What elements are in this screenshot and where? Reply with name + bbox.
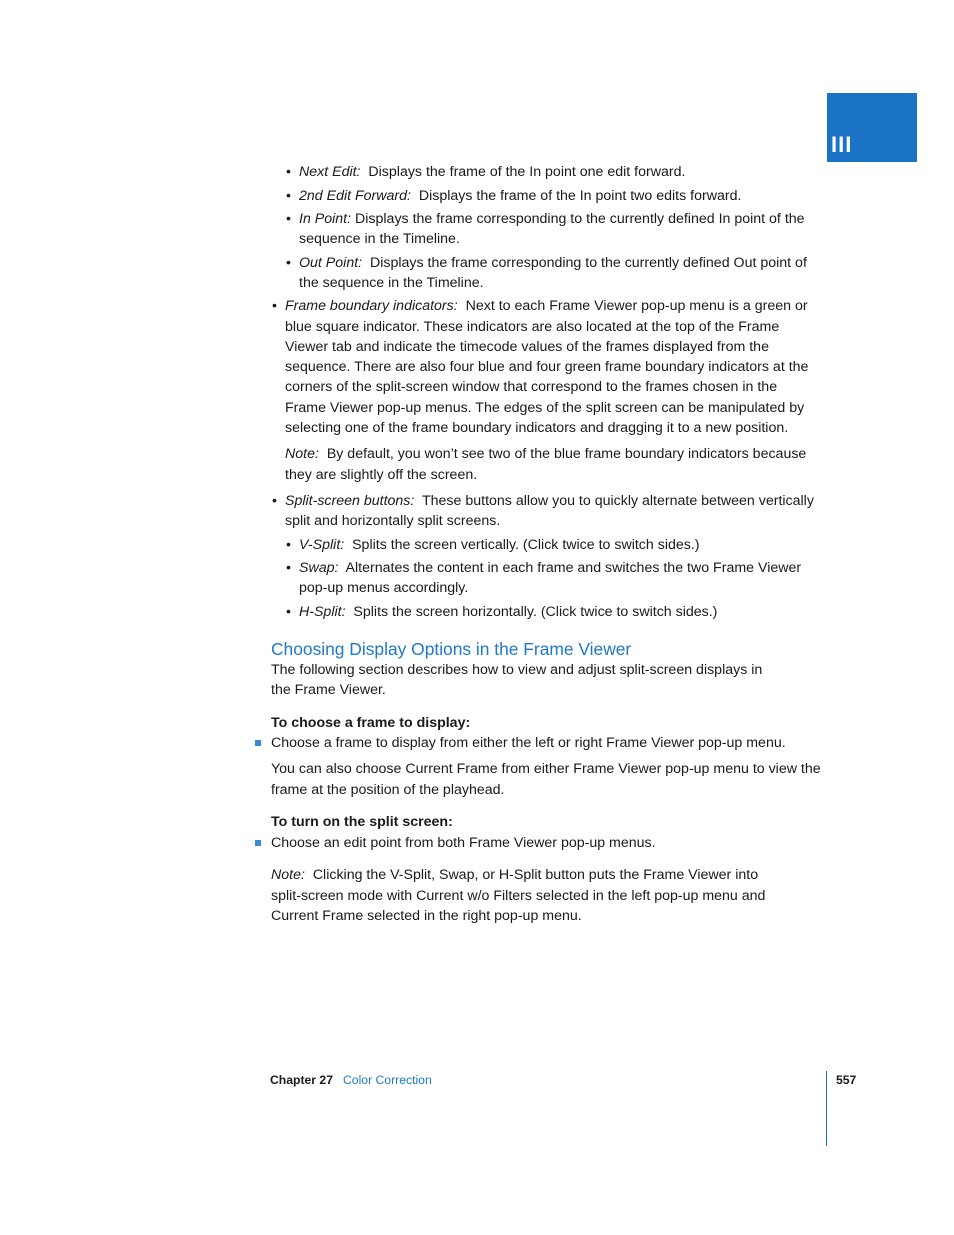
intro-text-cont: the Frame Viewer. xyxy=(271,682,386,698)
footer-chapter: Chapter 27 xyxy=(270,1073,333,1087)
bullet-dot: • xyxy=(286,211,291,227)
term: 2nd Edit Forward: xyxy=(299,188,411,204)
list-item-h-split xyxy=(299,602,717,622)
square-bullet-icon xyxy=(255,840,261,846)
description: These buttons allow you to quickly alternate between vertically xyxy=(421,493,814,509)
term: Split-screen buttons: xyxy=(285,493,415,509)
term: In Point: xyxy=(299,211,352,227)
note-label: Note: xyxy=(271,867,305,883)
description: Next to each Frame Viewer pop-up menu is a green or xyxy=(465,298,808,314)
task-result-cont: frame at the position of the playhead. xyxy=(271,782,505,798)
list-item-v-split xyxy=(299,535,700,555)
part-tab xyxy=(827,93,917,162)
description: Displays the frame corresponding to the currently defined Out point of xyxy=(369,255,807,271)
description-cont: sequence. There are also four blue and four green frame boundary indicators at the xyxy=(285,359,809,375)
page-number: 557 xyxy=(836,1073,857,1087)
description-cont: pop-up menus accordingly. xyxy=(299,580,469,596)
task-step: Choose a frame to display from either the left or right Frame Viewer pop-up menu. xyxy=(271,735,786,751)
description-cont: Frame Viewer pop-up menus. The edges of the split screen can be manipulated by xyxy=(285,400,805,416)
description: Alternates the content in each frame and switches the two Frame Viewer xyxy=(345,560,802,576)
bullet-dot: • xyxy=(286,164,291,180)
square-bullet-icon xyxy=(255,740,261,746)
list-item-2nd-edit-forward xyxy=(299,186,741,206)
bullet-dot: • xyxy=(286,188,291,204)
footer-divider xyxy=(826,1071,827,1146)
list-item-out-point xyxy=(299,253,807,273)
description-cont: split and horizontally split screens. xyxy=(285,513,501,529)
description: Displays the frame corresponding to the currently defined In point of the xyxy=(355,211,805,227)
task-result: You can also choose Current Frame from either Frame Viewer pop-up menu to view the xyxy=(271,761,821,777)
description: Displays the frame of the In point one edit forward. xyxy=(368,164,686,180)
description: Splits the screen vertically. (Click twice to switch sides.) xyxy=(352,537,700,553)
bullet-dot: • xyxy=(286,604,291,620)
footer-chapter-title[interactable]: Color Correction xyxy=(343,1073,432,1087)
description: Splits the screen horizontally. (Click twice to switch sides.) xyxy=(353,604,718,620)
part-tab-label: III xyxy=(831,132,853,157)
description-cont: Viewer tab and indicate the timecode values of the frames displayed from the xyxy=(285,339,769,355)
description-cont: selecting one of the frame boundary indicators and dragging it to a new position. xyxy=(285,420,789,436)
task-title: To turn on the split screen: xyxy=(271,814,453,830)
section-heading: Choosing Display Options in the Frame Viewer xyxy=(271,639,632,659)
term: Frame boundary indicators: xyxy=(285,298,458,314)
list-item-split-screen-buttons xyxy=(285,491,814,511)
bullet-dot: • xyxy=(272,493,277,509)
task-step: Choose an edit point from both Frame Viewer pop-up menus. xyxy=(271,835,656,851)
note xyxy=(271,865,758,885)
note-text-cont: split-screen mode with Current w/o Filters selected in the left pop-up menu and xyxy=(271,888,766,904)
description-cont: sequence in the Timeline. xyxy=(299,231,460,247)
description-cont: blue square indicator. These indicators are also located at the top of the Frame xyxy=(285,319,780,335)
description: Displays the frame of the In point two edits forward. xyxy=(418,188,742,204)
list-item-in-point xyxy=(299,209,805,229)
note-text-cont: Current Frame selected in the right pop-up menu. xyxy=(271,908,582,924)
term: Swap: xyxy=(299,560,339,576)
bullet-dot: • xyxy=(286,560,291,576)
note-text: By default, you won’t see two of the blue frame boundary indicators because xyxy=(326,446,807,462)
note-text-cont: they are slightly off the screen. xyxy=(285,467,478,483)
note xyxy=(285,444,806,464)
bullet-dot: • xyxy=(272,298,277,314)
note-label: Note: xyxy=(285,446,319,462)
list-item-frame-boundary xyxy=(285,296,808,316)
list-item-swap xyxy=(299,558,801,578)
note-text: Clicking the V-Split, Swap, or H-Split button puts the Frame Viewer into xyxy=(312,867,759,883)
intro-text: The following section describes how to view and adjust split-screen displays in xyxy=(271,662,763,678)
list-item-next-edit xyxy=(299,162,685,182)
bullet-dot: • xyxy=(286,255,291,271)
term: Out Point: xyxy=(299,255,363,271)
description-cont: the sequence in the Timeline. xyxy=(299,275,484,291)
term: V-Split: xyxy=(299,537,345,553)
bullet-dot: • xyxy=(286,537,291,553)
task-title: To choose a frame to display: xyxy=(271,715,471,731)
term: H-Split: xyxy=(299,604,346,620)
description-cont: corners of the split-screen window that correspond to the frames chosen in the xyxy=(285,379,778,395)
term: Next Edit: xyxy=(299,164,361,180)
